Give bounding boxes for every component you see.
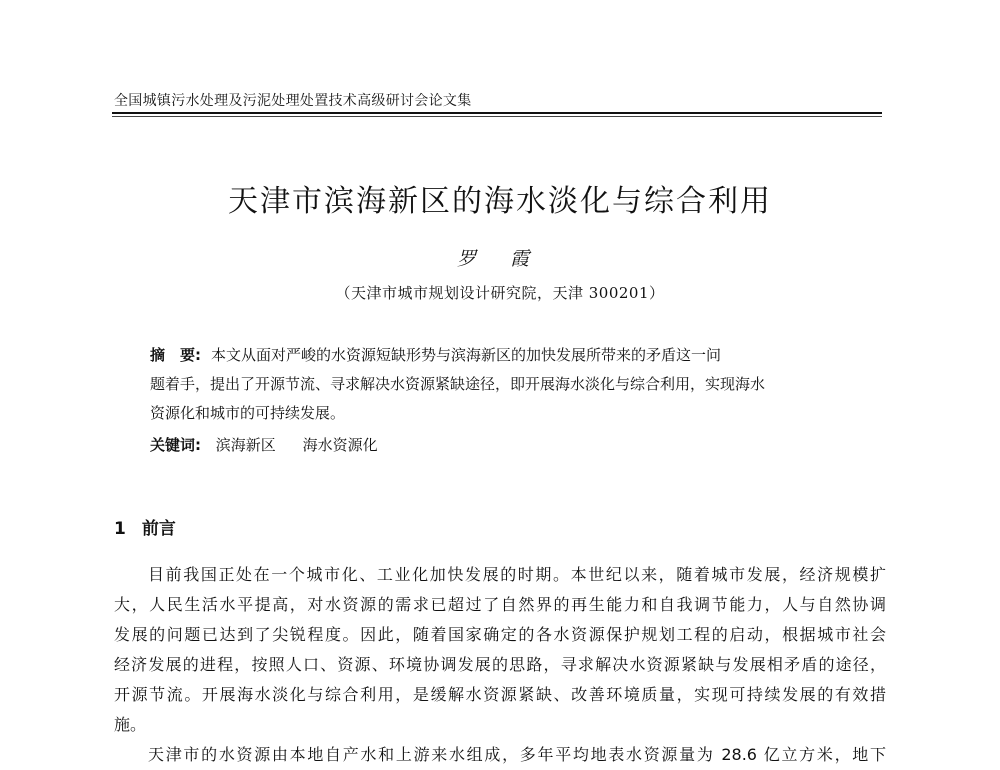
author-affiliation: （天津市城市规划设计研究院，天津 300201） — [335, 284, 665, 302]
abstract-label: 摘 要: — [150, 346, 201, 364]
running-header: 全国城镇污水处理及污泥处理处置技术高级研讨会论文集 — [114, 93, 472, 109]
body-text — [114, 560, 886, 770]
section-number: 1 — [114, 519, 126, 539]
header-rule — [112, 112, 882, 114]
body-line: 大，人民生活水平提高，对水资源的需求已超过了自然界的再生能力和自我调节能力，人与自然协调 — [114, 595, 886, 614]
section-heading — [114, 514, 176, 539]
author-name: 罗 霞 — [456, 248, 544, 270]
keywords-label: 关键词: — [150, 436, 201, 454]
abstract-line-1 — [150, 341, 850, 370]
body-line: 目前我国正处在一个城市化、工业化加快发展的时期。本世纪以来，随着城市发展，经济规模扩 — [148, 565, 886, 584]
abstract-text-1: 本文从面对严峻的水资源短缺形势与滨海新区的加快发展所带来的矛盾这一问 — [211, 346, 722, 364]
body-line: 天津市的水资源由本地自产水和上游来水组成，多年平均地表水资源量为 28.6 亿立方米，地下 — [148, 745, 886, 764]
paper-title: 天津市滨海新区的海水淡化与综合利用 — [228, 184, 772, 219]
header-rule-thin — [112, 116, 882, 117]
section-title: 前言 — [141, 519, 176, 539]
body-line: 开源节流。开展海水淡化与综合利用，是缓解水资源紧缺、改善环境质量，实现可持续发展的有效措 — [114, 685, 886, 704]
keyword-item: 海水资源化 — [302, 436, 378, 454]
keyword-item: 滨海新区 — [215, 436, 276, 454]
body-line: 发展的问题已达到了尖锐程度。因此，随着国家确定的各水资源保护规划工程的启动，根据城市社会 — [114, 625, 886, 644]
body-line: 经济发展的进程，按照人口、资源、环境协调发展的思路，寻求解决水资源紧缺与发展相矛盾的途径， — [114, 655, 886, 674]
body-line: 施。 — [114, 715, 147, 734]
abstract — [150, 341, 850, 428]
abstract-line-2: 题着手，提出了开源节流、寻求解决水资源紧缺途径，即开展海水淡化与综合利用，实现海水 — [150, 375, 766, 393]
keywords — [150, 434, 400, 455]
abstract-line-3: 资源化和城市的可持续发展。 — [150, 404, 346, 422]
